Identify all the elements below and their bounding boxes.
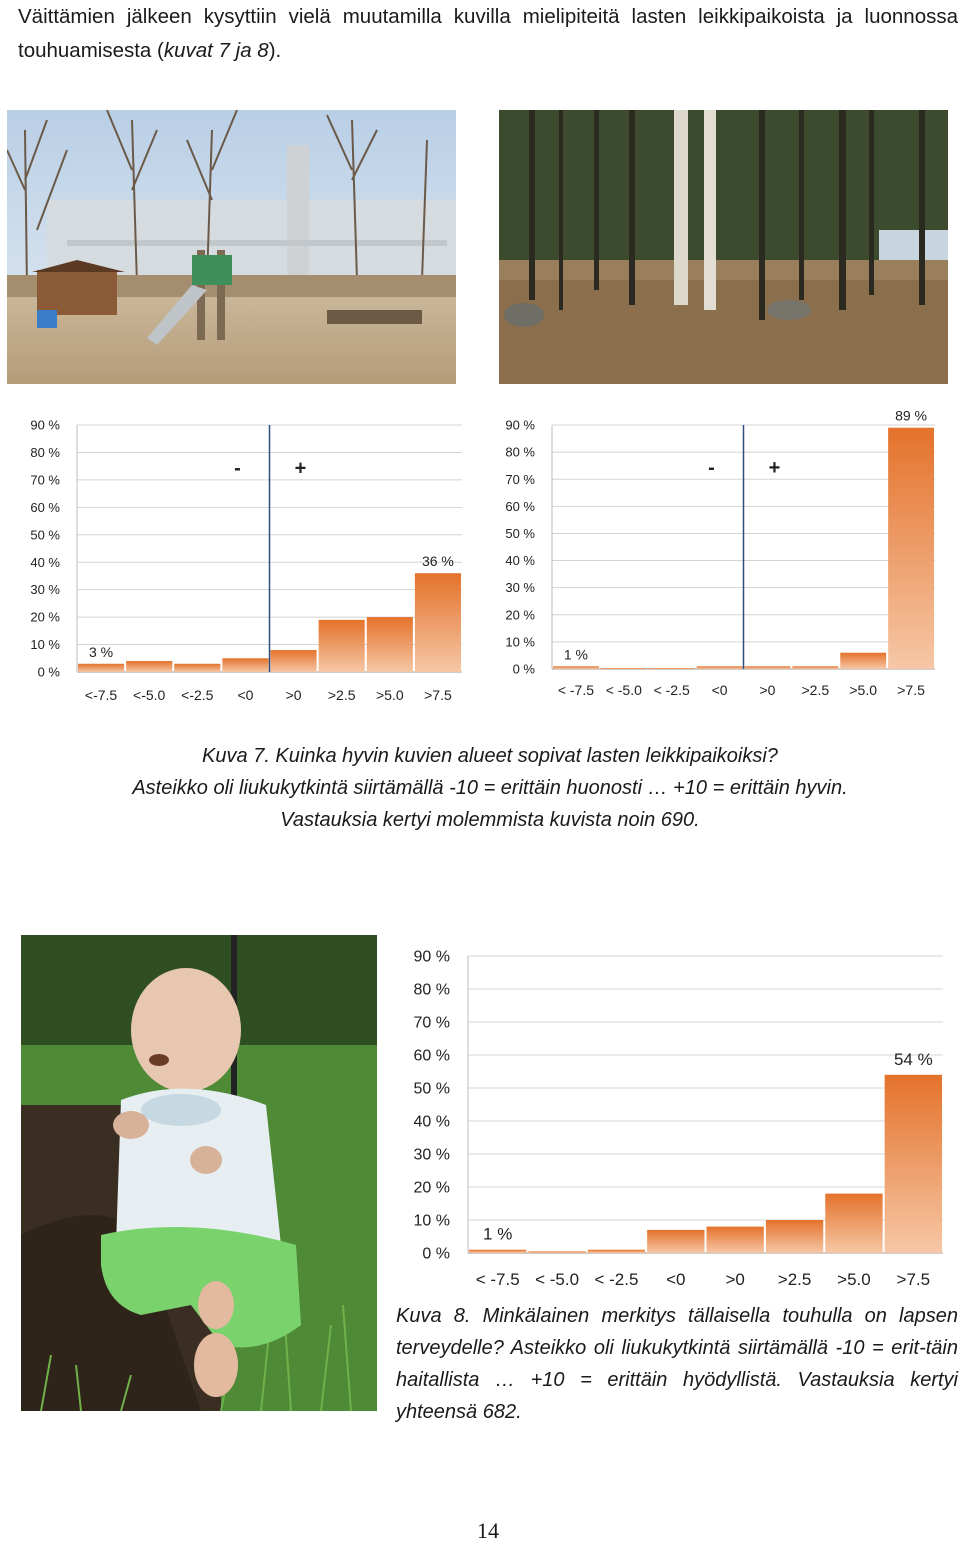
y-tick-label: 20 %	[413, 1179, 450, 1197]
data-label: 3 %	[89, 643, 114, 660]
y-tick-label: 90 %	[30, 417, 60, 433]
bar	[271, 650, 317, 672]
x-tick-label: <-7.5	[84, 687, 118, 703]
chart-playground	[0, 405, 470, 710]
intro-text-after: ).	[268, 39, 282, 62]
x-tick-label: >2.5	[327, 687, 356, 703]
bar	[367, 617, 413, 672]
bar	[649, 668, 695, 669]
x-tick-label: >7.5	[424, 687, 452, 703]
minus-label: -	[234, 457, 241, 480]
y-tick-label: 10 %	[505, 634, 535, 650]
figure-7-caption-line-3: Vastauksia kertyi molemmista kuvista noin 690.	[280, 809, 700, 831]
y-tick-label: 30 %	[505, 580, 535, 596]
bar	[601, 668, 647, 669]
chart-child	[395, 935, 955, 1295]
figure-7-caption-line-2: Asteikko oli liukukytkintä siirtämällä -10 = erittäin huonosti … +10 = erittäin hyvin.	[132, 777, 848, 799]
y-tick-label: 30 %	[413, 1146, 450, 1164]
y-tick-label: 20 %	[505, 607, 535, 623]
y-tick-label: 90 %	[505, 417, 535, 433]
bar	[885, 1075, 942, 1253]
plus-label: +	[294, 457, 307, 480]
data-label: 36 %	[421, 553, 454, 570]
x-tick-label: <0	[237, 687, 254, 703]
forest-photo	[499, 110, 948, 384]
bar	[528, 1251, 585, 1253]
bar	[126, 661, 172, 672]
bar	[319, 620, 365, 672]
data-label: 54 %	[893, 1049, 933, 1069]
y-tick-label: 70 %	[30, 472, 60, 488]
bar	[222, 658, 268, 672]
x-tick-label: < -5.0	[535, 1270, 580, 1289]
x-tick-label: <0	[666, 1270, 686, 1289]
bar	[469, 1250, 526, 1253]
bar	[707, 1227, 764, 1253]
x-tick-label: < -7.5	[475, 1270, 520, 1289]
x-tick-label: >0	[725, 1270, 745, 1289]
y-tick-label: 0 %	[512, 661, 535, 677]
chart-forest	[475, 405, 945, 710]
y-tick-label: 90 %	[413, 948, 450, 966]
y-tick-label: 40 %	[413, 1113, 450, 1131]
chart-playground-svg	[0, 405, 470, 710]
bar	[647, 1230, 704, 1253]
y-tick-label: 30 %	[30, 582, 60, 598]
y-tick-label: 10 %	[30, 637, 60, 653]
figure-8-caption: Kuva 8. Minkälainen merkitys tällaisella touhulla on lapsen terveydelle? Asteikko oli liukukytkintä siirtämällä -10 = erit-täin haitallista … +10 = erittäin hyödyllistä. Vastauksia kertyi yhteensä 682.	[396, 1305, 958, 1423]
y-tick-label: 50 %	[30, 527, 60, 543]
y-tick-label: 20 %	[30, 609, 60, 625]
bar	[792, 666, 838, 669]
y-tick-label: 0 %	[422, 1245, 450, 1263]
bar	[825, 1194, 882, 1253]
y-tick-label: 40 %	[505, 553, 535, 569]
x-tick-label: >0	[285, 687, 302, 703]
plus-label: +	[768, 456, 781, 479]
y-tick-label: 70 %	[505, 471, 535, 487]
y-tick-label: 0 %	[37, 664, 60, 680]
x-tick-label: >2.5	[777, 1270, 812, 1289]
data-label: 89 %	[895, 407, 928, 424]
data-label: 1 %	[483, 1224, 513, 1244]
y-tick-label: 60 %	[30, 499, 60, 515]
bar	[174, 664, 220, 672]
x-tick-label: >7.5	[897, 682, 925, 698]
x-tick-label: >5.0	[375, 687, 404, 703]
x-tick-label: <-2.5	[181, 687, 214, 703]
x-tick-label: < -2.5	[594, 1270, 639, 1289]
y-tick-label: 60 %	[505, 498, 535, 514]
child-photo	[21, 935, 377, 1411]
bar	[888, 428, 934, 669]
x-tick-label: >5.0	[837, 1270, 871, 1289]
data-label: 1 %	[563, 646, 588, 663]
y-tick-label: 10 %	[413, 1212, 450, 1230]
y-tick-label: 60 %	[413, 1047, 450, 1065]
x-tick-label: < -2.5	[653, 682, 690, 698]
intro-text-italic: kuvat 7 ja 8	[163, 39, 269, 62]
bar	[415, 573, 461, 672]
x-tick-label: < -7.5	[557, 682, 595, 698]
y-tick-label: 80 %	[30, 444, 60, 460]
bar	[78, 664, 124, 672]
x-tick-label: <-5.0	[133, 687, 166, 703]
x-tick-label: >2.5	[801, 682, 830, 698]
page-number: 14	[477, 1518, 499, 1543]
x-tick-label: >0	[759, 682, 776, 698]
x-tick-label: < -5.0	[605, 682, 642, 698]
bar	[697, 666, 743, 669]
y-tick-label: 50 %	[413, 1080, 450, 1098]
x-tick-label: >7.5	[896, 1270, 931, 1289]
intro-text-before: Väittämien jälkeen kysyttiin vielä muutamilla kuvilla mielipiteitä lasten leikkipaikoista ja luonnossa touhuamisesta (	[18, 5, 958, 62]
y-tick-label: 70 %	[413, 1014, 450, 1032]
figure-7-caption-line-1: Kuva 7. Kuinka hyvin kuvien alueet sopivat lasten leikkipaikoiksi?	[202, 745, 778, 767]
bar	[840, 653, 886, 669]
bar	[588, 1250, 645, 1253]
bar	[745, 666, 791, 669]
intro-paragraph	[18, 0, 958, 68]
x-tick-label: >5.0	[849, 682, 878, 698]
y-tick-label: 80 %	[505, 444, 535, 460]
bar	[553, 666, 599, 669]
chart-child-svg	[395, 935, 955, 1295]
minus-label: -	[708, 456, 715, 479]
x-tick-label: <0	[711, 682, 728, 698]
chart-forest-svg	[475, 405, 945, 710]
playground-photo	[7, 110, 456, 384]
bar	[766, 1220, 823, 1253]
y-tick-label: 80 %	[413, 981, 450, 999]
figure-7-caption	[60, 740, 920, 836]
y-tick-label: 50 %	[505, 525, 535, 541]
y-tick-label: 40 %	[30, 554, 60, 570]
